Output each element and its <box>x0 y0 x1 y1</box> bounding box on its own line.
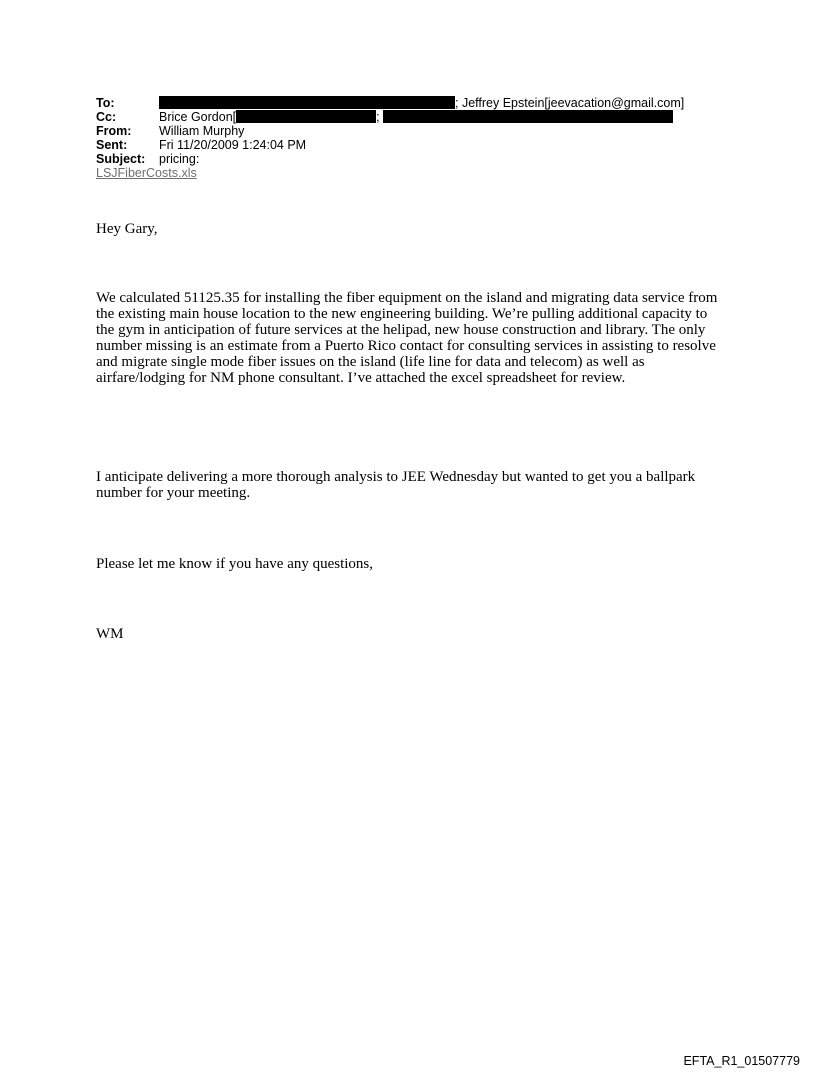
body-paragraph-2: I anticipate delivering a more thorough analysis to JEE Wednesday but wanted to get you a ballpark number for your meeting. <box>96 469 696 501</box>
from-row <box>96 124 736 138</box>
cc-separator: ; <box>376 110 384 124</box>
from-value: William Murphy <box>159 124 245 138</box>
subject-label: Subject: <box>96 152 146 166</box>
cc-row <box>96 110 736 124</box>
signature: WM <box>96 626 124 642</box>
document-id: EFTA_R1_01507779 <box>683 1054 800 1068</box>
redaction-block <box>159 96 455 109</box>
to-row <box>96 96 736 110</box>
body-paragraph-1: We calculated 51125.35 for installing the fiber equipment on the island and migrating data service from the existing main house location to the new engineering building. We’re pulling additional capacity to the gym in anticipation of future services at the helipad, new house construction and library. The only number missing is an estimate from a Puerto Rico contact for consulting services in assisting to resolve and migrate single mode fiber issues on the island (life line for data and telecom) as well as airfare/lodging for NM phone consultant. I’ve attached the excel spreadsheet for review. <box>96 290 718 386</box>
redaction-block <box>236 110 376 123</box>
subject-value: pricing: <box>159 152 200 166</box>
to-recipient: ; Jeffrey Epstein[jeevacation@gmail.com] <box>455 96 685 110</box>
attachment-row <box>96 166 736 180</box>
sent-label: Sent: <box>96 138 128 152</box>
redaction-block <box>383 110 673 123</box>
subject-row <box>96 152 736 166</box>
from-label: From: <box>96 124 132 138</box>
to-label: To: <box>96 96 115 110</box>
cc-value <box>159 110 673 124</box>
sent-value: Fri 11/20/2009 1:24:04 PM <box>159 138 307 152</box>
attachment-link[interactable]: LSJFiberCosts.xls <box>96 166 197 180</box>
to-value <box>159 96 684 110</box>
cc-recipient: Brice Gordon[ <box>159 110 237 124</box>
body-paragraph-3: Please let me know if you have any questions, <box>96 556 374 572</box>
sent-row <box>96 138 736 152</box>
email-header <box>96 96 736 180</box>
greeting: Hey Gary, <box>96 221 158 237</box>
cc-label: Cc: <box>96 110 117 124</box>
